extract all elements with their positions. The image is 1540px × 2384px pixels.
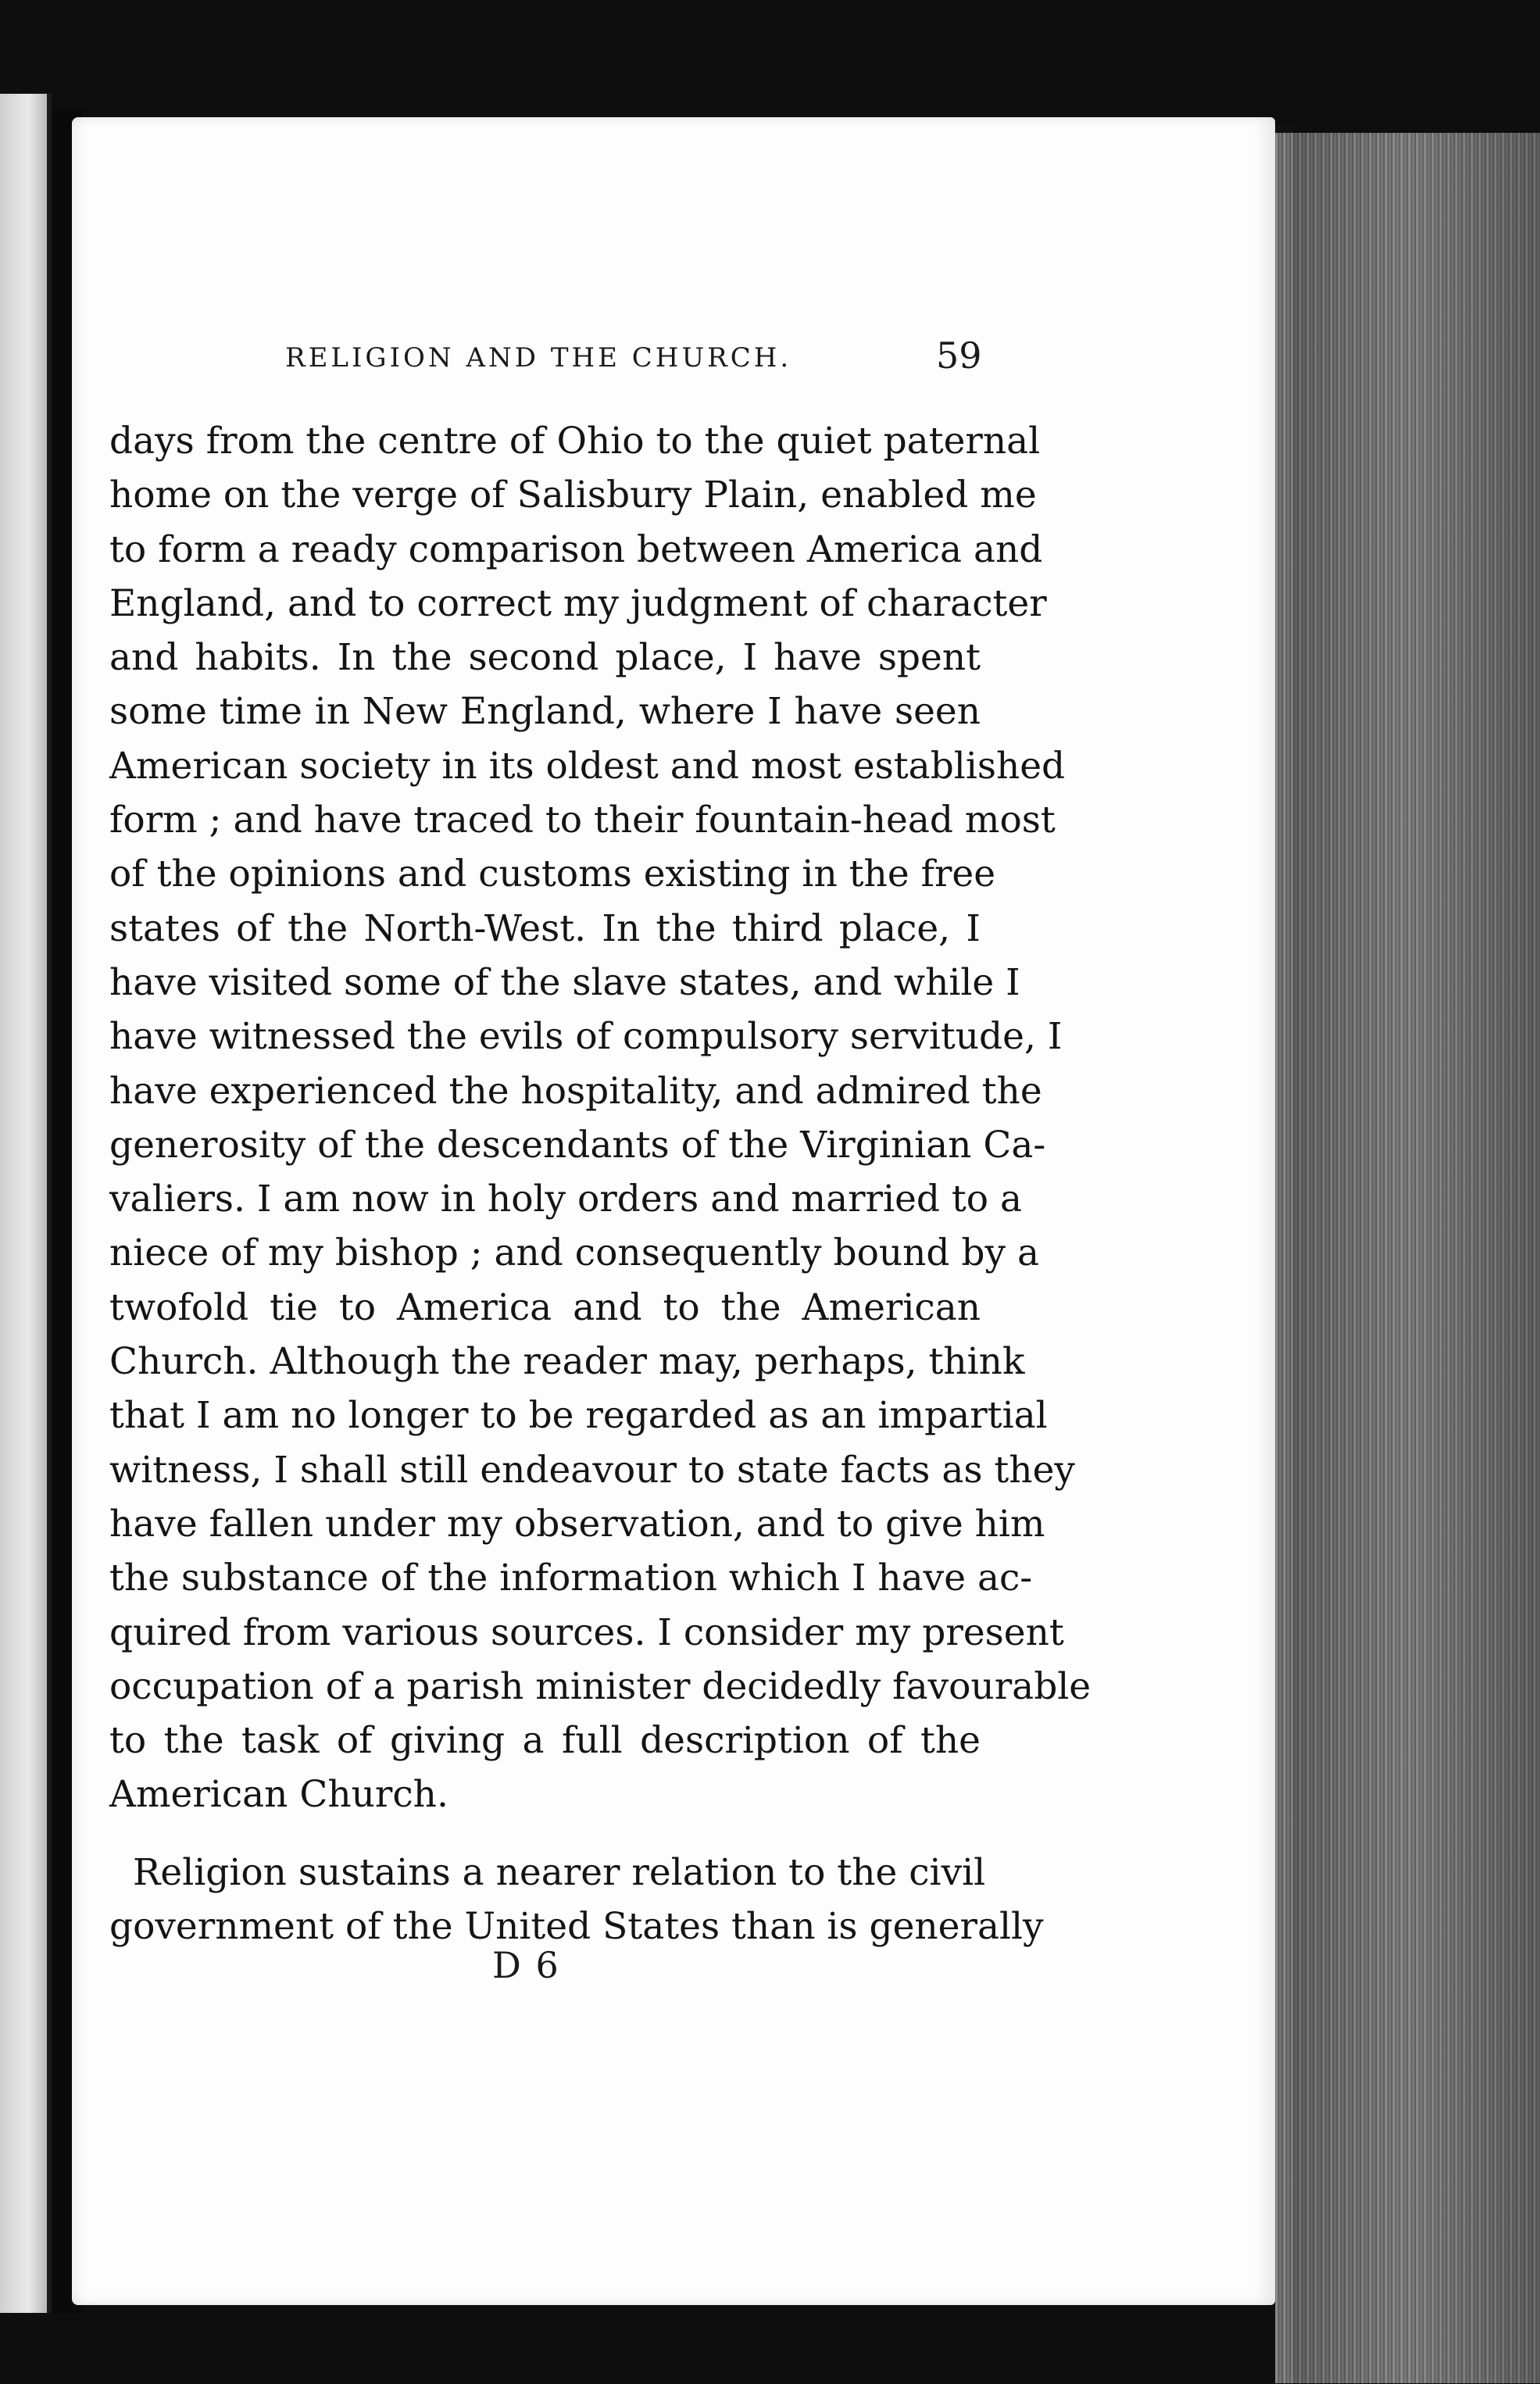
text-line: have visited some of the slave states, and while I [109,960,1020,1004]
page-stack-shading [1292,133,1540,2383]
page-number: 59 [936,334,982,377]
text-line: occupation of a parish minister decidedly favourable [109,1664,1092,1708]
text-line: some time in New England, where I have seen [109,690,981,734]
text-line: twofold tie to America and to the American [109,1285,981,1329]
previous-page-edge [0,94,52,2313]
text-line: generosity of the descendants of the Virginian Ca- [109,1123,1046,1167]
text-line: and habits. In the second place, I have spent [109,636,981,680]
text-line: form ; and have traced to their fountain-head most [109,799,1056,842]
text-line: England, and to correct my judgment of character [109,581,1047,625]
text-line: American Church. [109,1773,448,1817]
text-line: to the task of giving a full description of the [109,1719,981,1763]
text-line: have witnessed the evils of compulsory servitude, I [109,1015,1063,1059]
paragraph-gap [109,1822,981,1846]
body-text [109,414,1092,1953]
text-line: to form a ready comparison between America and [109,527,1043,571]
text-line: home on the verge of Salisbury Plain, enabled me [109,474,1037,517]
text-line: that I am no longer to be regarded as an impartial [109,1394,1048,1438]
text-line: valiers. I am now in holy orders and married to a [109,1178,1023,1221]
text-line: government of the United States than is generally [109,1905,1044,1949]
text-line: states of the North-West. In the third place, I [109,906,981,950]
text-line: have experienced the hospitality, and admired the [109,1069,1042,1113]
text-line: Church. Although the reader may, perhaps, think [109,1340,1025,1384]
text-line: the substance of the information which I have ac- [109,1557,1033,1600]
signature-mark: D 6 [492,1944,560,1986]
text-line: of the opinions and customs existing in the free [109,852,996,896]
text-line: witness, I shall still endeavour to state facts as they [109,1448,1075,1492]
paragraph [109,1846,1044,1954]
text-line: have fallen under my observation, and to give him [109,1502,1045,1546]
text-line: quired from various sources. I consider my present [109,1610,1064,1654]
text-line: American society in its oldest and most established [109,744,1066,788]
running-head: RELIGION AND THE CHURCH. [285,342,792,374]
text-line: days from the centre of Ohio to the quiet paternal [109,420,1041,463]
paragraph [109,414,1092,1822]
text-line: Religion sustains a nearer relation to the civil [133,1850,986,1894]
text-line: niece of my bishop ; and consequently bound by a [109,1231,1040,1275]
